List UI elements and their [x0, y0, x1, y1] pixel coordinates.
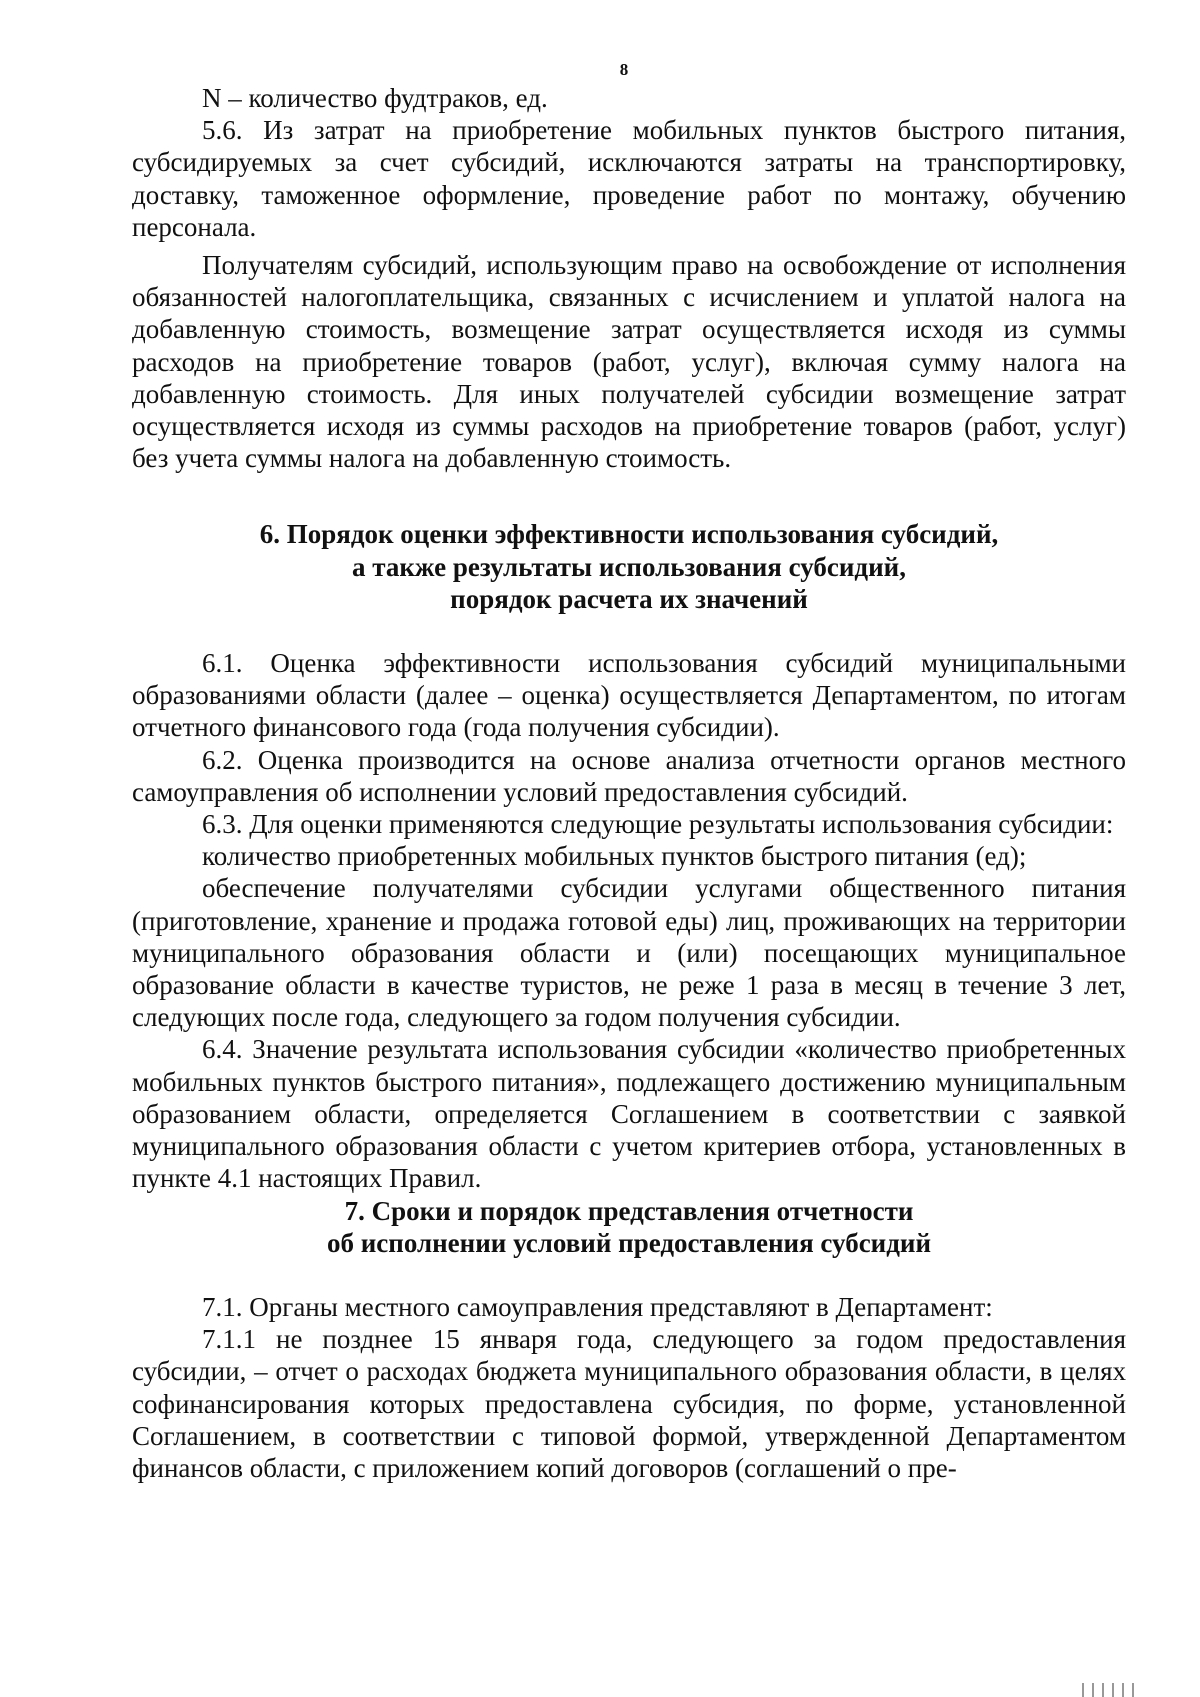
paragraph-7-1-1: 7.1.1 не позднее 15 января года, следующего за годом предоставления субсидии, – отчет о расходах бюджета муниципального образования области, в целях софинансирования которых предоставлена субсидия, по форме, установленной Соглашением, в соответствии с типовой формой, утвержденной Департаментом финансов области, с приложением копий договоров (соглашений о пре-: [132, 1324, 1126, 1483]
document-body: [132, 82, 1126, 1484]
paragraph-6-2: 6.2. Оценка производится на основе анализа отчетности органов местного самоуправления об исполнении условий предоставления субсидий.: [132, 744, 1126, 807]
section-6-heading-line-1: 6. Порядок оценки эффективности использования субсидий,: [259, 519, 999, 550]
spacer: [132, 615, 1126, 647]
paragraph-result-service: обеспечение получателями субсидии услугами общественного питания (приготовление, хранение и продажа готовой еды) лиц, проживающих на территории муниципального образования области и (или) посещающих муниципальное образование области в качестве туристов, не реже 1 раза в месяц в течение 3 лет, следующих после года, следующего за годом получения субсидии.: [132, 873, 1126, 1033]
page-number: 8: [619, 60, 629, 79]
spacer: [132, 474, 1126, 518]
section-6-heading-line-2: а также результаты использования субсидий,: [352, 551, 906, 582]
paragraph-6-3: 6.3. Для оценки применяются следующие результаты использования субсидии:: [202, 809, 1114, 840]
paragraph-vat-recipients: Получателям субсидий, использующим право на освобождение от исполнения обязанностей налогоплательщика, связанных с исчислением и уплатой налога на добавленную стоимость, возмещение затрат осуществляется исходя из суммы расходов на приобретение товаров (работ, услуг), включая сумму налога на добавленную стоимость. Для иных получателей субсидии возмещение затрат осуществляется исходя из суммы расходов на приобретение товаров (работ, услуг) без учета суммы налога на добавленную стоимость.: [132, 250, 1126, 474]
section-7-heading-line-1: 7. Сроки и порядок представления отчетности: [344, 1195, 914, 1226]
paragraph-n-definition: N – количество фудтраков, ед.: [202, 83, 548, 113]
section-7-heading-line-2: об исполнении условий предоставления субсидий: [326, 1227, 932, 1258]
section-6-heading: [132, 518, 1126, 615]
spacer: [132, 1259, 1126, 1291]
scan-edge-mark: [1082, 1683, 1138, 1697]
paragraph-result-count: количество приобретенных мобильных пунктов быстрого питания (ед);: [202, 841, 1027, 872]
paragraph-6-4: 6.4. Значение результата использования субсидии «количество приобретенных мобильных пунктов быстрого питания», подлежащего достижению муниципальным образованием области, определяется Соглашением в соответствии с заявкой муниципального образования области с учетом критериев отбора, установленных в пункте 4.1 настоящих Правил.: [132, 1034, 1126, 1194]
paragraph-6-1: 6.1. Оценка эффективности использования субсидий муниципальными образованиями области (далее – оценка) осуществляется Департаментом, по итогам отчетного финансового года (года получения субсидии).: [132, 648, 1126, 743]
section-7-heading: [132, 1195, 1126, 1259]
paragraph-5-6: 5.6. Из затрат на приобретение мобильных пунктов быстрого питания, субсидируемых за счет субсидий, исключаются затраты на транспортировку, доставку, таможенное оформление, проведение работ по монтажу, обучению персонала.: [132, 115, 1126, 242]
section-6-heading-line-3: порядок расчета их значений: [450, 583, 808, 614]
paragraph-7-1: 7.1. Органы местного самоуправления представляют в Департамент:: [202, 1291, 993, 1322]
